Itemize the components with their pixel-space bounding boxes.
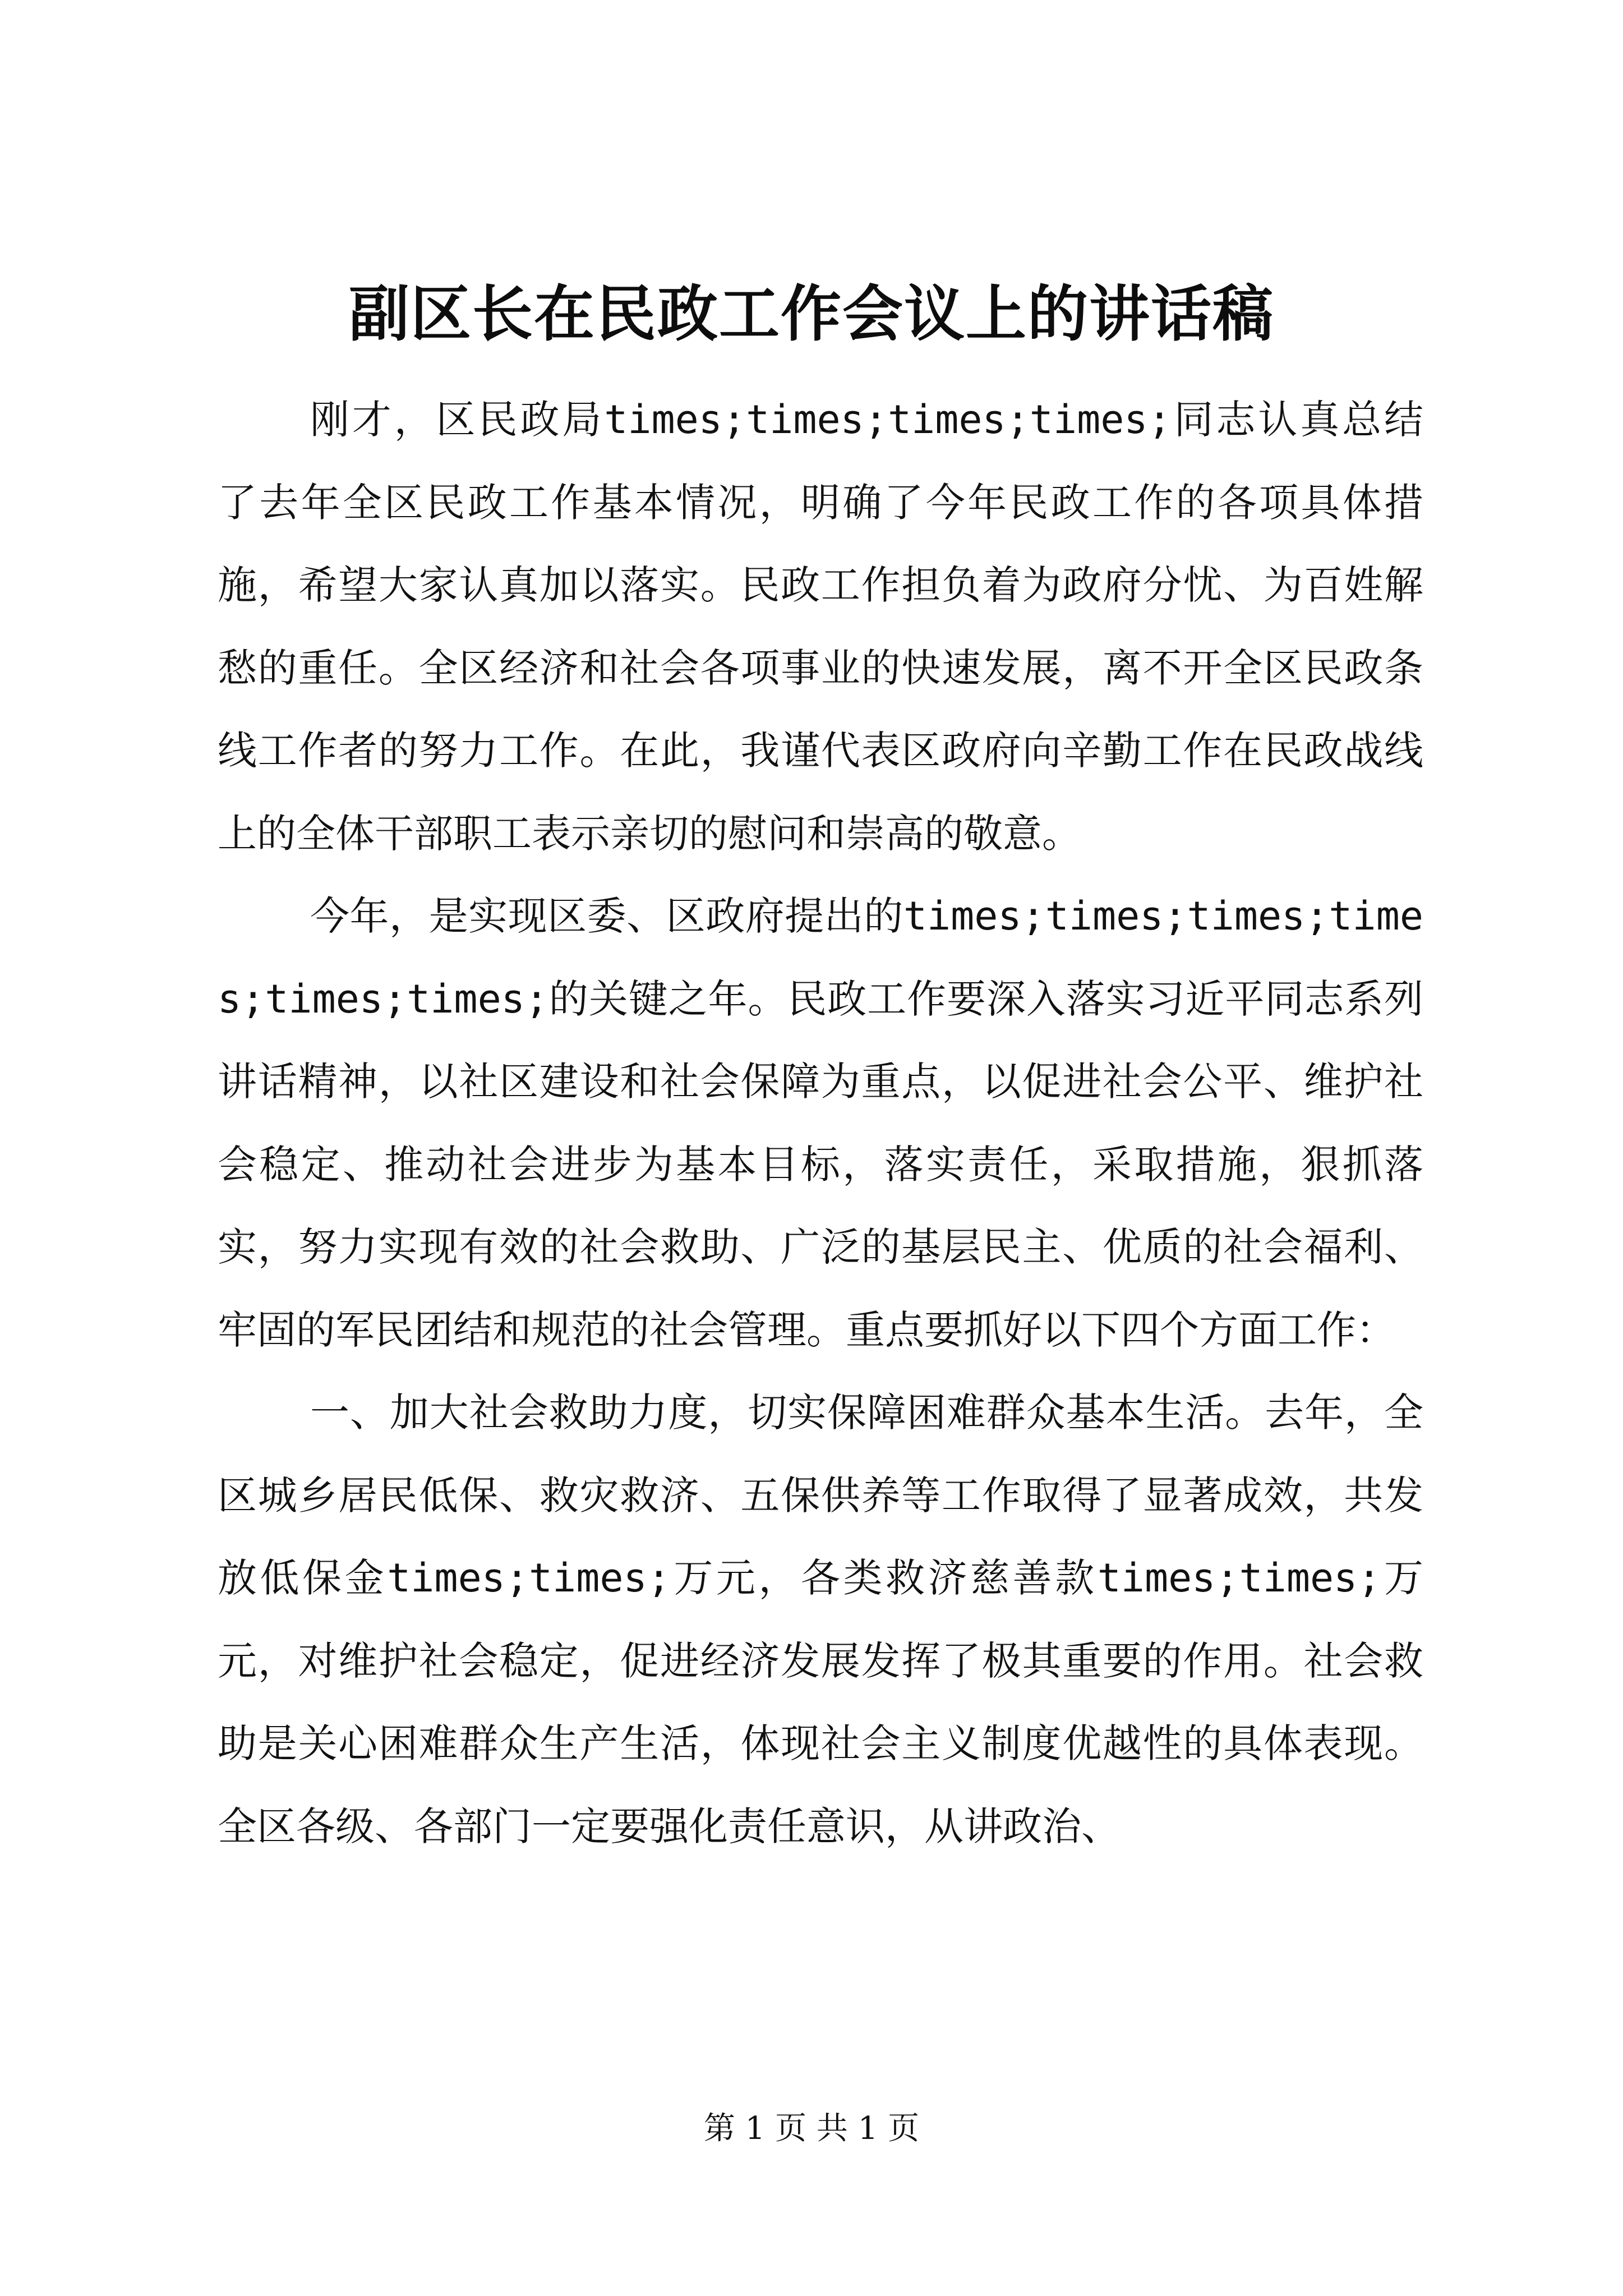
body-paragraph-1: 刚才，区民政局times;times;times;times;同志认真总结了去年全区民政工作基本情况，明确了今年民政工作的各项具体措施，希望大家认真加以落实。民政工作担负着为政府分忧、为百姓解愁的重任。全区经济和社会各项事业的快速发展，离不开全区民政条线工作者的努力工作。在此，我谨代表区政府向辛勤工作在民政战线上的全体干部职工表示亲切的慰问和崇高的敬意。 bbox=[218, 397, 1423, 857]
document-title: 副区长在民政工作会议上的讲话稿 bbox=[348, 279, 1274, 349]
body-paragraph-3: 一、加大社会救助力度，切实保障困难群众基本生活。去年，全区城乡居民低保、救灾救济、五保供养等工作取得了显著成效，共发放低保金times;times;万元，各类救济慈善款times;times;万元，对维护社会稳定，促进经济发展发挥了极其重要的作用。社会救助是关心困难群众生产生活，体现社会主义制度优越性的具体表现。全区各级、各部门一定要强化责任意识，从讲政治、 bbox=[218, 1389, 1423, 1849]
page-footer: 第 1 页 共 1 页 bbox=[703, 2110, 920, 2147]
document-body bbox=[218, 379, 1423, 1868]
body-paragraph-2: 今年，是实现区委、区政府提出的times;times;times;times;times;times;的关键之年。民政工作要深入落实习近平同志系列讲话精神，以社区建设和社会保障为重点，以促进社会公平、维护社会稳定、推动社会进步为基本目标，落实责任，采取措施，狠抓落实，努力实现有效的社会救助、广泛的基层民主、优质的社会福利、牢固的军民团结和规范的社会管理。重点要抓好以下四个方面工作： bbox=[218, 893, 1423, 1353]
